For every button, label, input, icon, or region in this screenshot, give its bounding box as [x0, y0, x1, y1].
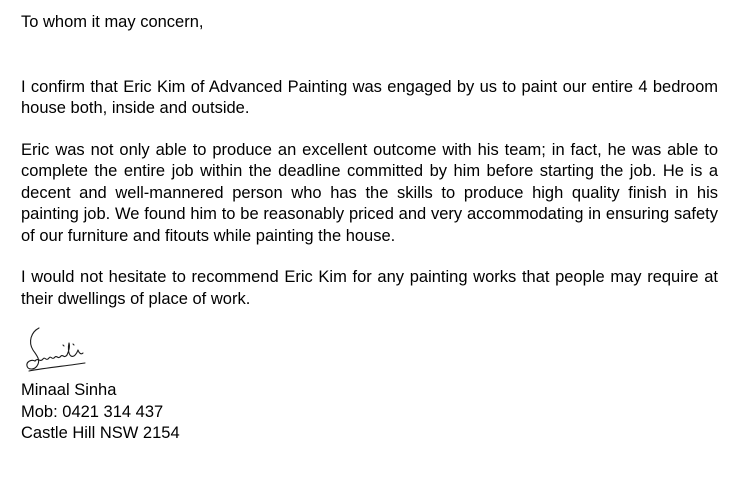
paragraph-engagement: I confirm that Eric Kim of Advanced Painting was engaged by us to paint our entire 4 bedroom house both, inside and outside. — [21, 77, 718, 117]
paragraph-recommendation-details: Eric was not only able to produce an excellent outcome with his team; in fact, he was able to complete the entire job within the deadline committed by him before starting the job. He is a decent and well-mannered person who has the skills to produce high quality finish in his painting job. We found him to be reasonably priced and very accommodating in ensuring safety of our furniture and fitouts while painting the house. — [21, 140, 718, 245]
salutation: To whom it may concern, — [21, 13, 204, 31]
signatory-address: Castle Hill NSW 2154 — [21, 424, 180, 442]
handwritten-signature — [25, 326, 91, 374]
signatory-name: Minaal Sinha — [21, 381, 117, 399]
letter-body — [21, 12, 718, 445]
signatory-mobile: Mob: 0421 314 437 — [21, 402, 164, 421]
signatory-details — [21, 380, 718, 445]
paragraph-closing: I would not hesitate to recommend Eric Kim for any painting works that people may require at their dwellings of place of work. — [21, 268, 718, 308]
